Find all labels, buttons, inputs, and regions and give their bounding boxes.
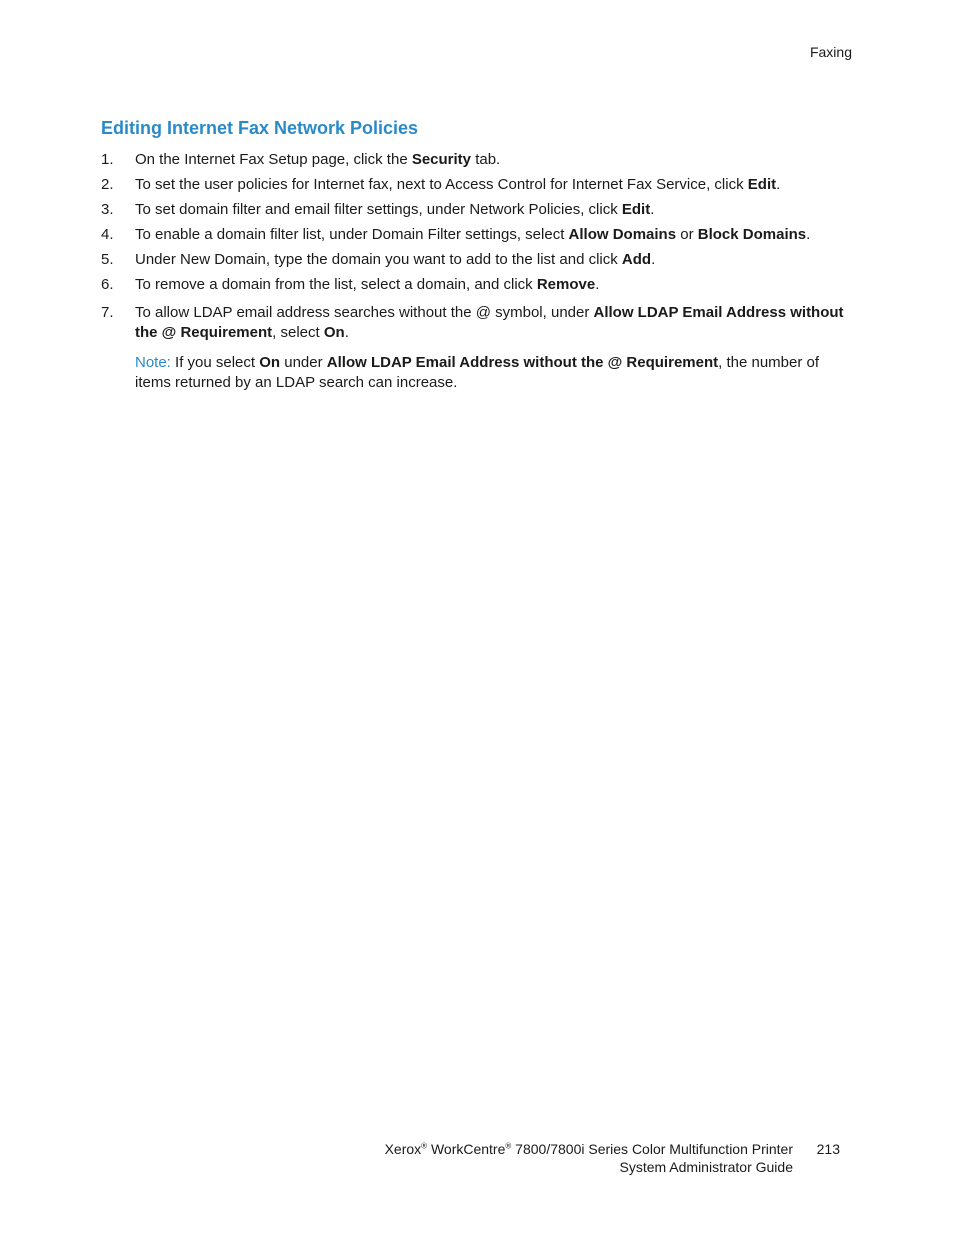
step-text: On the Internet Fax Setup page, click the xyxy=(135,151,412,168)
step-number: 5. xyxy=(101,251,114,268)
registered-mark: ® xyxy=(505,1141,512,1151)
step-text: . xyxy=(806,226,811,243)
step-text: To allow LDAP email address searches without the @ symbol, under xyxy=(135,304,594,321)
step-text: Under New Domain, type the domain you want to add to the list and click xyxy=(135,251,622,268)
ui-term: Security xyxy=(411,151,472,168)
step-4 xyxy=(101,225,846,245)
page-number: 213 xyxy=(816,1141,840,1157)
footer-guide-title: System Administrator Guide xyxy=(619,1159,793,1175)
ui-term: Allow LDAP Email Address without the @ Requirement xyxy=(135,304,844,341)
step-5 xyxy=(101,250,846,270)
note xyxy=(135,353,846,393)
step-text: To remove a domain from the list, select a domain, and click xyxy=(135,276,537,293)
ui-term: On xyxy=(259,354,281,371)
ui-term: On xyxy=(323,324,345,341)
step-1 xyxy=(101,150,846,170)
step-2 xyxy=(101,175,846,195)
note-text: under xyxy=(280,354,327,371)
section-title: Editing Internet Fax Network Policies xyxy=(101,118,419,138)
step-number: 2. xyxy=(101,176,114,193)
step-text: To enable a domain filter list, under Domain Filter settings, select xyxy=(135,226,569,243)
step-text: , select xyxy=(272,324,324,341)
step-number: 6. xyxy=(101,276,114,293)
note-text: If you select xyxy=(170,354,260,371)
note-label: Note: xyxy=(135,354,171,371)
footer-product: WorkCentre xyxy=(427,1141,506,1157)
ui-term: Remove xyxy=(536,276,596,293)
step-text: To set domain filter and email filter settings, under Network Policies, click xyxy=(135,201,622,218)
footer-brand: Xerox xyxy=(384,1141,422,1157)
step-text: . xyxy=(650,201,655,218)
step-number: 7. xyxy=(101,304,114,321)
step-text: . xyxy=(776,176,781,193)
step-text: . xyxy=(595,276,600,293)
step-text: or xyxy=(676,226,698,243)
step-7 xyxy=(101,303,846,393)
step-number: 3. xyxy=(101,201,114,218)
ui-term: Allow LDAP Email Address without the @ Requirement xyxy=(326,354,719,371)
step-text: . xyxy=(344,324,349,341)
step-3 xyxy=(101,200,846,220)
footer-product-info xyxy=(385,1140,793,1176)
running-header: Faxing xyxy=(809,44,852,60)
footer-product-line xyxy=(385,1140,793,1158)
step-text: . xyxy=(651,251,656,268)
ui-term: Allow Domains xyxy=(568,226,677,243)
ui-term: Block Domains xyxy=(697,226,807,243)
step-text: tab. xyxy=(471,151,501,168)
footer-model: 7800/7800i Series Color Multifunction Printer xyxy=(511,1141,793,1157)
step-number: 4. xyxy=(101,226,114,243)
note-text: , the number of items returned by an LDAP search can increase. xyxy=(135,354,820,391)
registered-mark: ® xyxy=(421,1141,428,1151)
ui-term: Edit xyxy=(621,201,651,218)
ui-term: Edit xyxy=(747,176,777,193)
step-number: 1. xyxy=(101,151,114,168)
step-6 xyxy=(101,275,846,295)
steps-list xyxy=(101,150,846,398)
step-text: To set the user policies for Internet fax, next to Access Control for Internet Fax Service, click xyxy=(135,176,748,193)
ui-term: Add xyxy=(621,251,652,268)
